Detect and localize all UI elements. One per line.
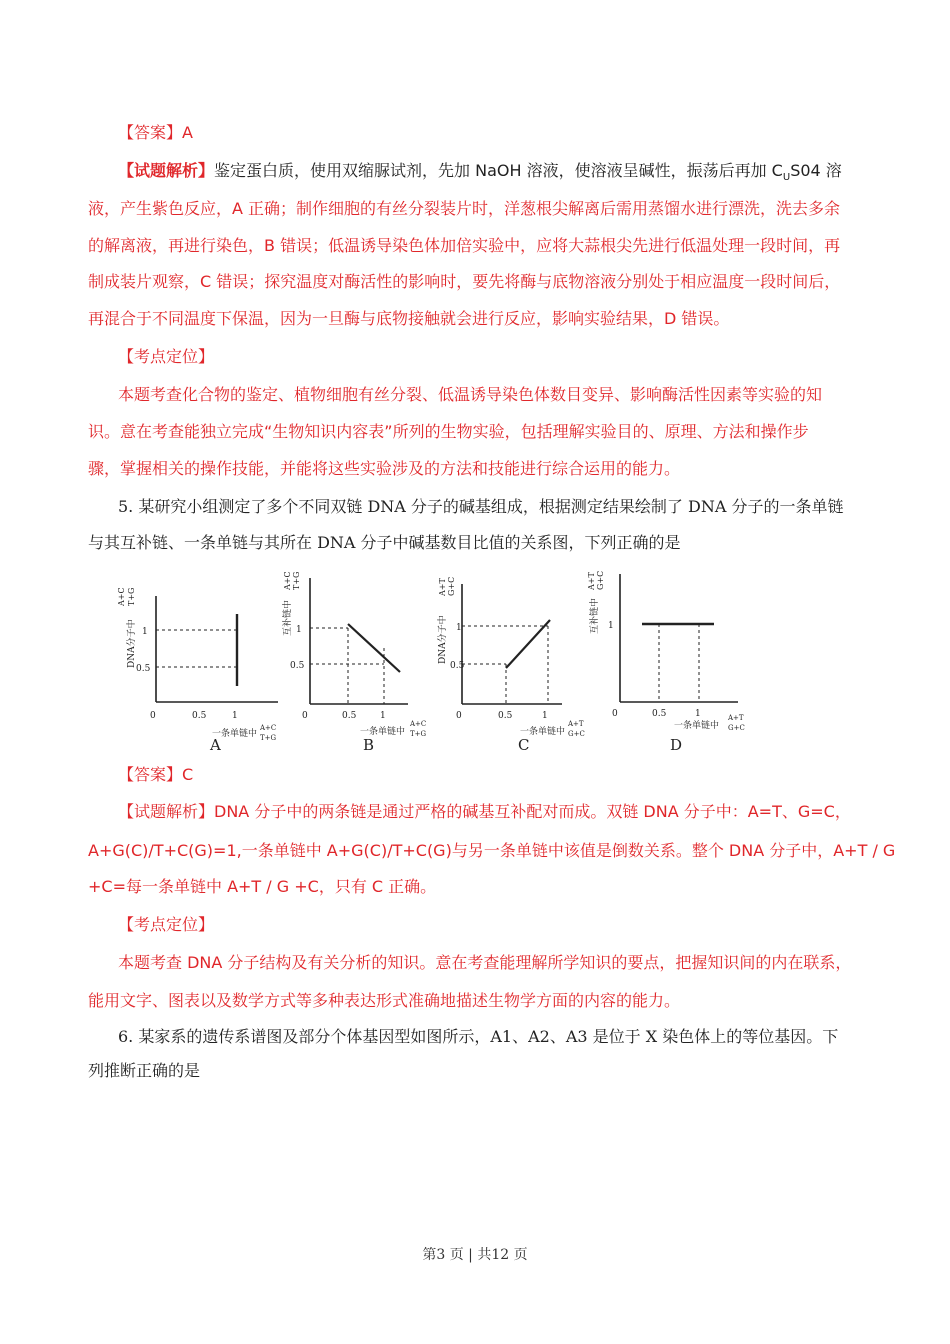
analysis-1-tail: S04 溶 <box>790 161 842 180</box>
panel-a-letter: A <box>210 736 221 754</box>
panel-a-xtick-0: 0 <box>150 711 156 721</box>
panel-d-xden: G+C <box>728 724 745 732</box>
panel-a-ynum: A+C <box>117 587 126 606</box>
panel-b-xtick-1: 1 <box>380 711 386 721</box>
panel-b-xden: T+G <box>410 730 427 738</box>
panel-b-ylabel: 互补链中 <box>283 599 293 636</box>
answer-2: 【答案】C <box>118 765 194 784</box>
panel-d-xtick-05: 0.5 <box>652 709 667 719</box>
panel-d-ylabel: 互补链中 <box>590 597 600 634</box>
panel-c-xtick-05: 0.5 <box>498 711 513 721</box>
analysis-1-sub: U <box>782 172 791 184</box>
kaodian-1-line-1: 本题考查化合物的鉴定、植物细胞有丝分裂、低温诱导染色体数目变异、影响酶活性因素等实验的知 <box>118 385 823 404</box>
panel-b-ytick-1: 1 <box>296 625 302 635</box>
kaodian-2-line-1: 本题考查 DNA 分子结构及有关分析的知识。意在考查能理解所学知识的要点，把握知识间的内在联系， <box>118 953 852 972</box>
analysis-2-line-3: +C=每一条单链中 A+T / G +C，只有 C 正确。 <box>88 877 437 896</box>
kaodian-1-line-3: 骤，掌握相关的操作技能，并能将这些实验涉及的方法和技能进行综合运用的能力。 <box>88 459 681 478</box>
panel-a-yden: T+G <box>127 587 136 606</box>
analysis-1-text: 鉴定蛋白质，使用双缩脲试剂，先加 NaOH 溶液，使溶液呈碱性，振荡后再加 C <box>214 161 783 180</box>
panel-c-xtick-1: 1 <box>542 711 548 721</box>
analysis-1-line-3: 的解离液，再进行染色，B 错误；低温诱导染色体加倍实验中，应将大蒜根尖先进行低温处理一段时间，再 <box>88 236 841 255</box>
panel-a-ytick-1: 1 <box>142 627 148 637</box>
panel-b-xnum: A+C <box>410 720 427 728</box>
panel-b-xtick-0: 0 <box>302 711 308 721</box>
panel-c-data-line <box>506 620 550 668</box>
panel-b <box>281 571 427 738</box>
panel-d-ynum: A+T <box>587 572 596 590</box>
panel-c-ynum: A+T <box>438 578 447 596</box>
question-5-line-1: 5. 某研究小组测定了多个不同双链 DNA 分子的碱基组成，根据测定结果绘制了 DNA 分子的一条单链 <box>118 497 844 516</box>
analysis-1-line-4: 制成装片观察，C 错误；探究温度对酶活性的影响时，要先将酶与底物溶液分别处于相应温度一段时间后， <box>88 272 841 291</box>
dna-ratio-figure <box>112 568 762 760</box>
analysis-2-line-1: 【试题解析】DNA 分子中的两条链是通过严格的碱基互补配对而成。双链 DNA 分子中：A=T、G=C， <box>118 802 851 821</box>
panel-d-ytick-1: 1 <box>608 621 614 631</box>
kaodian-2-label: 【考点定位】 <box>118 915 215 934</box>
panel-b-data-line <box>348 624 400 672</box>
panel-b-xlabel: 一条单链中 <box>360 727 406 737</box>
panel-c-xnum: A+T <box>568 720 584 728</box>
panel-d-xlabel: 一条单链中 <box>674 721 720 731</box>
panel-a-xtick-1: 1 <box>232 711 238 721</box>
panel-d-xtick-0: 0 <box>612 709 618 719</box>
panel-d <box>587 571 745 732</box>
panel-d-xnum: A+T <box>728 714 744 722</box>
panel-c-letter: C <box>518 736 530 754</box>
panel-b-ytick-05: 0.5 <box>290 661 305 671</box>
panel-d-letter: D <box>670 736 683 754</box>
panel-c <box>436 577 585 738</box>
panel-c-yden: G+C <box>447 576 456 596</box>
panel-c-ylabel: DNA分子中 <box>438 615 448 664</box>
panel-b-xtick-05: 0.5 <box>342 711 357 721</box>
panel-c-xden: G+C <box>568 730 585 738</box>
panel-b-letter: B <box>363 736 375 754</box>
panel-a-xnum: A+C <box>260 724 277 732</box>
panel-b-yden: T+G <box>292 571 301 590</box>
page-footer: 第3 页 | 共12 页 <box>422 1247 528 1263</box>
analysis-1-line-5: 再混合于不同温度下保温，因为一旦酶与底物接触就会进行反应，影响实验结果，D 错误。 <box>88 309 730 328</box>
panel-a-ytick-05: 0.5 <box>136 664 151 674</box>
panel-a-ylabel: DNA分子中 <box>127 619 137 668</box>
answer-1: 【答案】A <box>118 123 193 142</box>
kaodian-2-line-2: 能用文字、图表以及数学方式等多种表达形式准确地描述生物学方面的内容的能力。 <box>88 991 681 1010</box>
analysis-1-label: 【试题解析】 <box>118 161 215 180</box>
panel-c-xlabel: 一条单链中 <box>520 727 566 737</box>
kaodian-1-label: 【考点定位】 <box>118 347 215 366</box>
panel-c-xtick-0: 0 <box>456 711 462 721</box>
panel-d-xtick-1: 1 <box>695 709 701 719</box>
question-5-line-2: 与其互补链、一条单链与其所在 DNA 分子中碱基数目比值的关系图，下列正确的是 <box>88 533 681 552</box>
panel-a-xlabel: 一条单链中 <box>212 729 258 739</box>
analysis-1-line-2: 液，产生紫色反应，A 正确；制作细胞的有丝分裂装片时，洋葱根尖解离后需用蒸馏水进行漂洗，洗去多余 <box>88 199 841 218</box>
analysis-1-line-1 <box>118 160 870 189</box>
panel-c-ytick-1: 1 <box>456 623 462 633</box>
panel-d-yden: G+C <box>596 570 605 590</box>
question-6-line-1: 6. 某家系的遗传系谱图及部分个体基因型如图所示，A1、A2、A3 是位于 X 染色体上的等位基因。下 <box>118 1027 839 1046</box>
panel-a <box>117 587 278 742</box>
panel-a-xtick-05: 0.5 <box>192 711 207 721</box>
panel-a-xden: T+G <box>260 734 277 742</box>
panel-b-ynum: A+C <box>283 571 292 590</box>
question-6-line-2: 列推断正确的是 <box>88 1061 201 1080</box>
analysis-2-line-2: A+G(C)/T+C(G)=1,一条单链中 A+G(C)/T+C(G)与另一条单链中该值是倒数关系。整个 DNA 分子中，A+T / G <box>88 841 896 860</box>
panel-c-ytick-05: 0.5 <box>450 661 465 671</box>
kaodian-1-line-2: 识。意在考查能独立完成“生物知识内容表”所列的生物实验，包括理解实验目的、原理、方法和操作步 <box>88 422 809 441</box>
